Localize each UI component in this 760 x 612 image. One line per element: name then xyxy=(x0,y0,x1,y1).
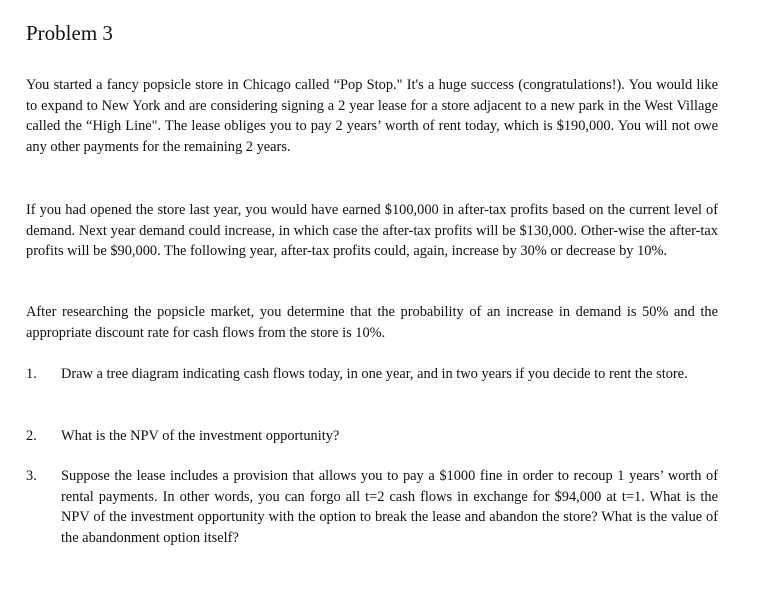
question-text: Suppose the lease includes a provision that allows you to pay a $1000 fine in order to recoup 1 years’ worth of rental payments. In other words, you can forgo all t=2 cash flows in exchange for $94,000 at t=1. What is the NPV of the investment opportunity with the option to break the lease and abandon the store? What is the value of the abandonment option itself? xyxy=(61,468,718,546)
question-number: 2. xyxy=(26,428,37,444)
question-1 xyxy=(26,364,718,385)
question-3 xyxy=(26,466,718,548)
question-2 xyxy=(26,426,718,447)
probability-paragraph: After researching the popsicle market, you determine that the probability of an increase in demand is 50% and the appropriate discount rate for cash flows from the store is 10%. xyxy=(26,304,718,341)
question-text: What is the NPV of the investment opportunity? xyxy=(61,428,340,444)
question-number: 3. xyxy=(26,468,37,484)
question-text: Draw a tree diagram indicating cash flows today, in one year, and in two years if you decide to rent the store. xyxy=(61,366,688,382)
question-number: 1. xyxy=(26,366,37,382)
problem-title: Problem 3 xyxy=(26,21,113,45)
intro-paragraph: You started a fancy popsicle store in Chicago called “Pop Stop." It's a huge success (congratulations!). You would like to expand to New York and are considering signing a 2 year lease for a store adjacent to a new park in the West Village called the “High Line". The lease obliges you to pay 2 years’ worth of rent today, which is $190,000. You will not owe any other payments for the remaining 2 years. xyxy=(26,77,718,155)
profits-paragraph: If you had opened the store last year, you would have earned $100,000 in after-tax profits based on the current level of demand. Next year demand could increase, in which case the after-tax profits will be $130,000. Other-wise the after-tax profits will be $90,000. The following year, after-tax profits could, again, increase by 30% or decrease by 10%. xyxy=(26,202,718,259)
